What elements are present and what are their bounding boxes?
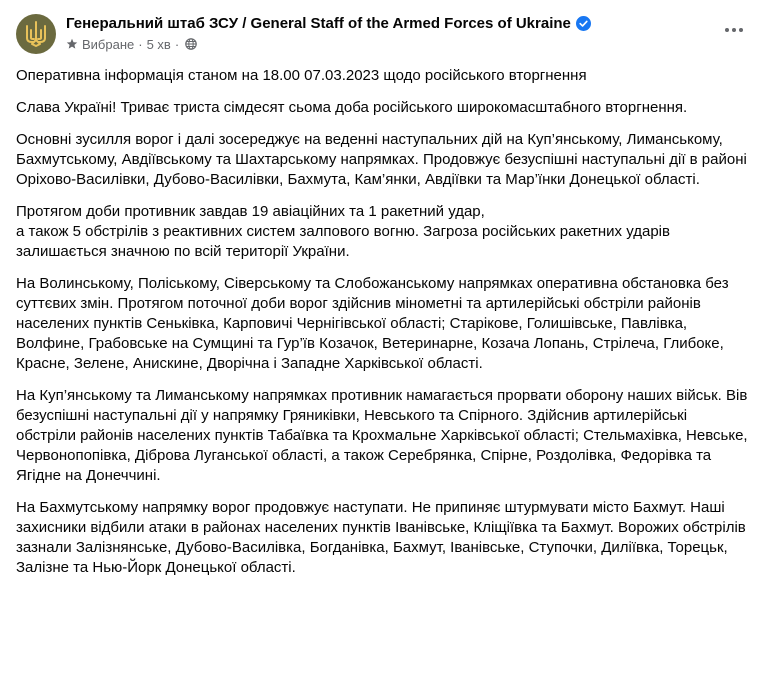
star-icon xyxy=(66,38,78,50)
post-paragraph: На Бахмутському напрямку ворог продовжує наступати. Не припиняє штурмувати місто Бахмут. Наші захисники відбили атаки в районах населених пунктів Іванівське, Кліщіївка та Бахмут. Ворожих обстрілів зазнали Залізнянське, Дубово-Василівка, Богданівка, Бахмут, Іванівське, Ступочки, Диліївка, Торецьк, Залізне та Нью-Йорк Донецької області. xyxy=(16,499,746,576)
trident-emblem-icon xyxy=(23,20,49,48)
author-name[interactable]: Генеральний штаб ЗСУ / General Staff of the Armed Forces of Ukraine xyxy=(66,14,571,32)
verified-badge-icon xyxy=(576,16,591,31)
post-paragraph: На Куп’янському та Лиманському напрямках противник намагається прорвати оборону наших військ. Вів безуспішні наступальні дії у напрямку Гряниківки, Невського та Спірного. Здійснив артилерійські обстріли районів населених пунктів Табаївка та Крохмальне Харківської області; Стельмахівка, Невське, Червонопопівка, Діброва Луганської області, а також Серебрянка, Спірне, Роздолівка, Федорівка та Ягідне на Донеччині. xyxy=(16,387,748,484)
more-options-icon xyxy=(724,27,744,33)
author-line xyxy=(66,13,591,33)
post-paragraph: Протягом доби противник завдав 19 авіаційних та 1 ракетний удар, а також 5 обстрілів з реактивних систем залпового вогню. Загроза російських ракетних ударів залишається значною по всій території України. xyxy=(16,203,670,260)
globe-icon[interactable] xyxy=(185,38,197,50)
post-paragraph: Основні зусилля ворог і далі зосереджує на веденні наступальних дій на Куп’янському, Лиманському, Бахмутському, Авдіївському та Шахтарському напрямках. Продовжує безуспішні наступальні дії в районі Оріхово-Василівки, Дубово-Василівки, Бахмута, Кам’янки, Авдіївки та Мар’їнки Донецької області. xyxy=(16,131,747,188)
favorites-label[interactable]: Вибране xyxy=(82,36,135,52)
post-time[interactable]: 5 хв xyxy=(146,36,171,52)
meta-separator-2: · xyxy=(174,36,180,52)
meta-separator: · xyxy=(138,36,143,52)
more-options-button[interactable] xyxy=(718,14,750,46)
post-meta xyxy=(66,36,591,52)
post-paragraph: Слава Україні! Триває триста сімдесят сьома доба російського широкомасштабного вторгнення. xyxy=(16,99,688,116)
post-header xyxy=(16,10,754,58)
post-paragraph: Оперативна інформація станом на 18.00 07.03.2023 щодо російського вторгнення xyxy=(16,67,587,84)
post-paragraph: На Волинському, Поліському, Сіверському та Слобожанському напрямках оперативна обстановка без суттєвих змін. Протягом поточної доби ворог здійснив мінометні та артилерійські обстріли районів населених пунктів Сеньківка, Карповичі Чернігівської області; Старікове, Голишівське, Павлівка, Волфине, Грабовське на Сумщині та Гур’їв Козачок, Ветеринарне, Козача Лопань, Стрілеча, Глибоке, Красне, Зелене, Анискине, Дворічна і Западне Харківської області. xyxy=(16,275,729,372)
post-content xyxy=(16,66,748,590)
page-avatar[interactable] xyxy=(16,14,56,54)
author-block xyxy=(66,10,591,52)
